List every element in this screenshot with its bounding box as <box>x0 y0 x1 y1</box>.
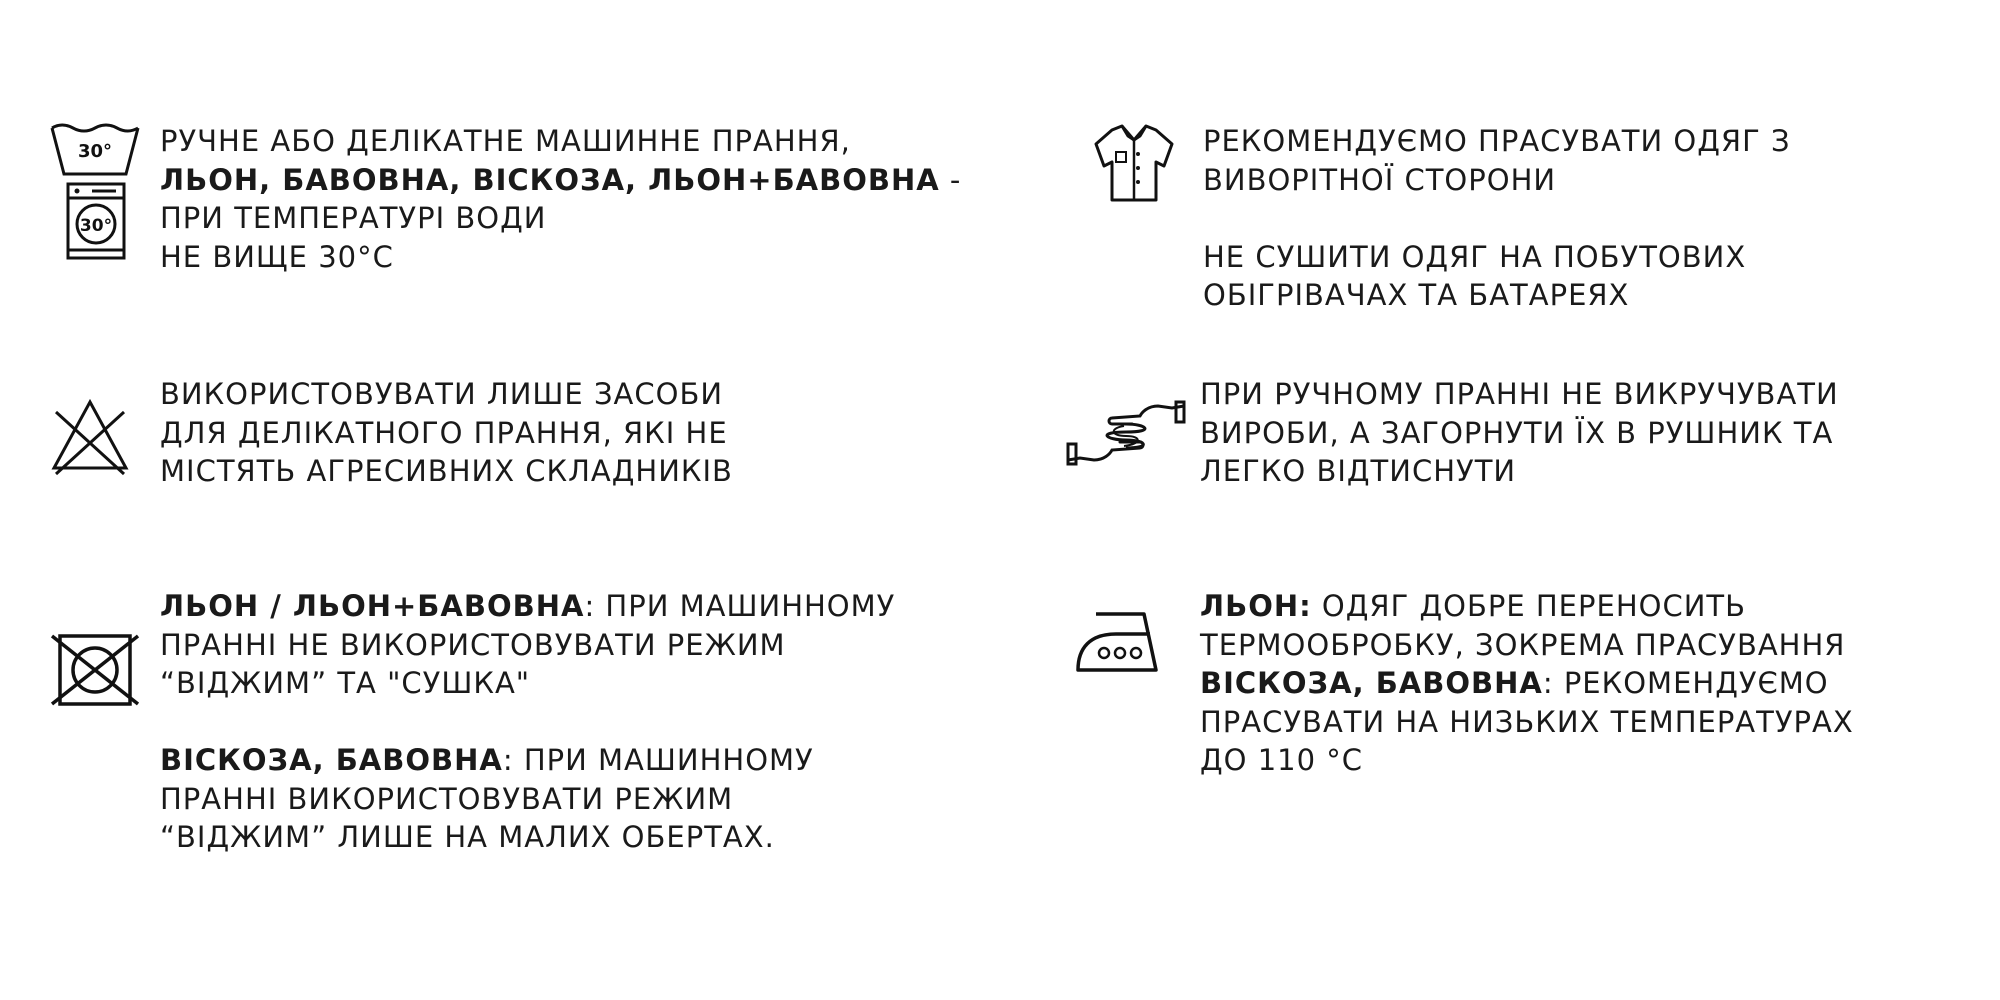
text-line <box>160 587 895 626</box>
fabric-names: ЛЬОН / ЛЬОН+БАВОВНА <box>160 589 585 623</box>
do-not-tumble-dry-icon <box>50 630 140 710</box>
text-line: ВИКОРИСТОВУВАТИ ЛИШЕ ЗАСОБИ <box>160 377 724 411</box>
shirt-icon <box>1092 122 1176 204</box>
hand-wash-temp-label: 30° <box>77 141 113 162</box>
text-line: ПРАННІ НЕ ВИКОРИСТОВУВАТИ РЕЖИМ <box>160 627 786 662</box>
text-line: РУЧНЕ АБО ДЕЛІКАТНЕ МАШИННЕ ПРАННЯ, <box>160 124 851 158</box>
text-line: “ВІДЖИМ” ЛИШЕ НА МАЛИХ ОБЕРТАХ. <box>160 820 775 854</box>
text-fragment: : ПРИ МАШИННОМУ <box>502 743 814 777</box>
text-fragment: : РЕКОМЕНДУЄМО <box>1542 666 1829 700</box>
shirt-text <box>1203 122 1791 315</box>
text-fragment: - <box>939 162 962 197</box>
text-line <box>160 741 895 780</box>
do-not-bleach-icon <box>50 396 130 476</box>
text-line: ТЕРМООБРОБКУ, ЗОКРЕМА ПРАСУВАННЯ <box>1200 627 1846 662</box>
hand-wash-30-icon <box>50 122 140 178</box>
text-fragment: : ПРИ МАШИННОМУ <box>584 589 896 623</box>
text-line <box>160 161 961 200</box>
text-line: “ВІДЖИМ” ТА "СУШКА" <box>160 666 531 700</box>
text-line: ВИРОБИ, А ЗАГОРНУТИ ЇХ В РУШНИК ТА <box>1200 415 1834 450</box>
machine-temp-label: 30° <box>79 216 113 236</box>
do-not-wring-icon <box>1066 398 1186 468</box>
text-line: ДО 110 °С <box>1200 743 1364 777</box>
text-line <box>1200 587 1854 626</box>
text-line: МІСТЯТЬ АГРЕСИВНИХ СКЛАДНИКІВ <box>160 454 733 488</box>
blank-line <box>160 703 895 742</box>
fabric-names: ЛЬОН: <box>1200 589 1312 623</box>
text-fragment: ОДЯГ ДОБРЕ ПЕРЕНОСИТЬ <box>1311 589 1747 623</box>
text-line <box>1200 664 1854 703</box>
fabric-names: ВІСКОЗА, БАВОВНА <box>1200 666 1543 700</box>
no-bleach-text <box>160 375 733 491</box>
text-line: ВИВОРІТНОЇ СТОРОНИ <box>1203 162 1557 197</box>
fabric-names: ЛЬОН, БАВОВНА, ВІСКОЗА, ЛЬОН+БАВОВНА <box>160 162 940 197</box>
text-line: ДЛЯ ДЕЛІКАТНОГО ПРАННЯ, ЯКІ НЕ <box>160 415 728 450</box>
text-line: ПРИ РУЧНОМУ ПРАННІ НЕ ВИКРУЧУВАТИ <box>1200 377 1839 411</box>
text-line: НЕ ВИЩЕ 30°С <box>160 239 394 274</box>
washing-machine-30-icon <box>66 182 126 260</box>
text-line: ПРАННІ ВИКОРИСТОВУВАТИ РЕЖИМ <box>160 781 734 816</box>
no-tumble-dry-text <box>160 587 895 857</box>
text-line: ПРИ ТЕМПЕРАТУРІ ВОДИ <box>160 201 547 235</box>
fabric-names: ВІСКОЗА, БАВОВНА <box>160 743 503 777</box>
hand-wash-text <box>160 122 961 276</box>
text-line: ОБІГРІВАЧАХ ТА БАТАРЕЯХ <box>1203 278 1630 312</box>
do-not-wring-text <box>1200 375 1839 491</box>
text-line: ЛЕГКО ВІДТИСНУТИ <box>1200 454 1517 488</box>
ironing-text <box>1200 587 1854 780</box>
text-line: ПРАСУВАТИ НА НИЗЬКИХ ТЕМПЕРАТУРАХ <box>1200 704 1854 739</box>
text-line: НЕ СУШИТИ ОДЯГ НА ПОБУТОВИХ <box>1203 239 1747 274</box>
text-line: РЕКОМЕНДУЄМО ПРАСУВАТИ ОДЯГ З <box>1203 124 1791 158</box>
iron-three-dots-icon <box>1074 608 1164 672</box>
blank-line <box>1203 199 1791 238</box>
